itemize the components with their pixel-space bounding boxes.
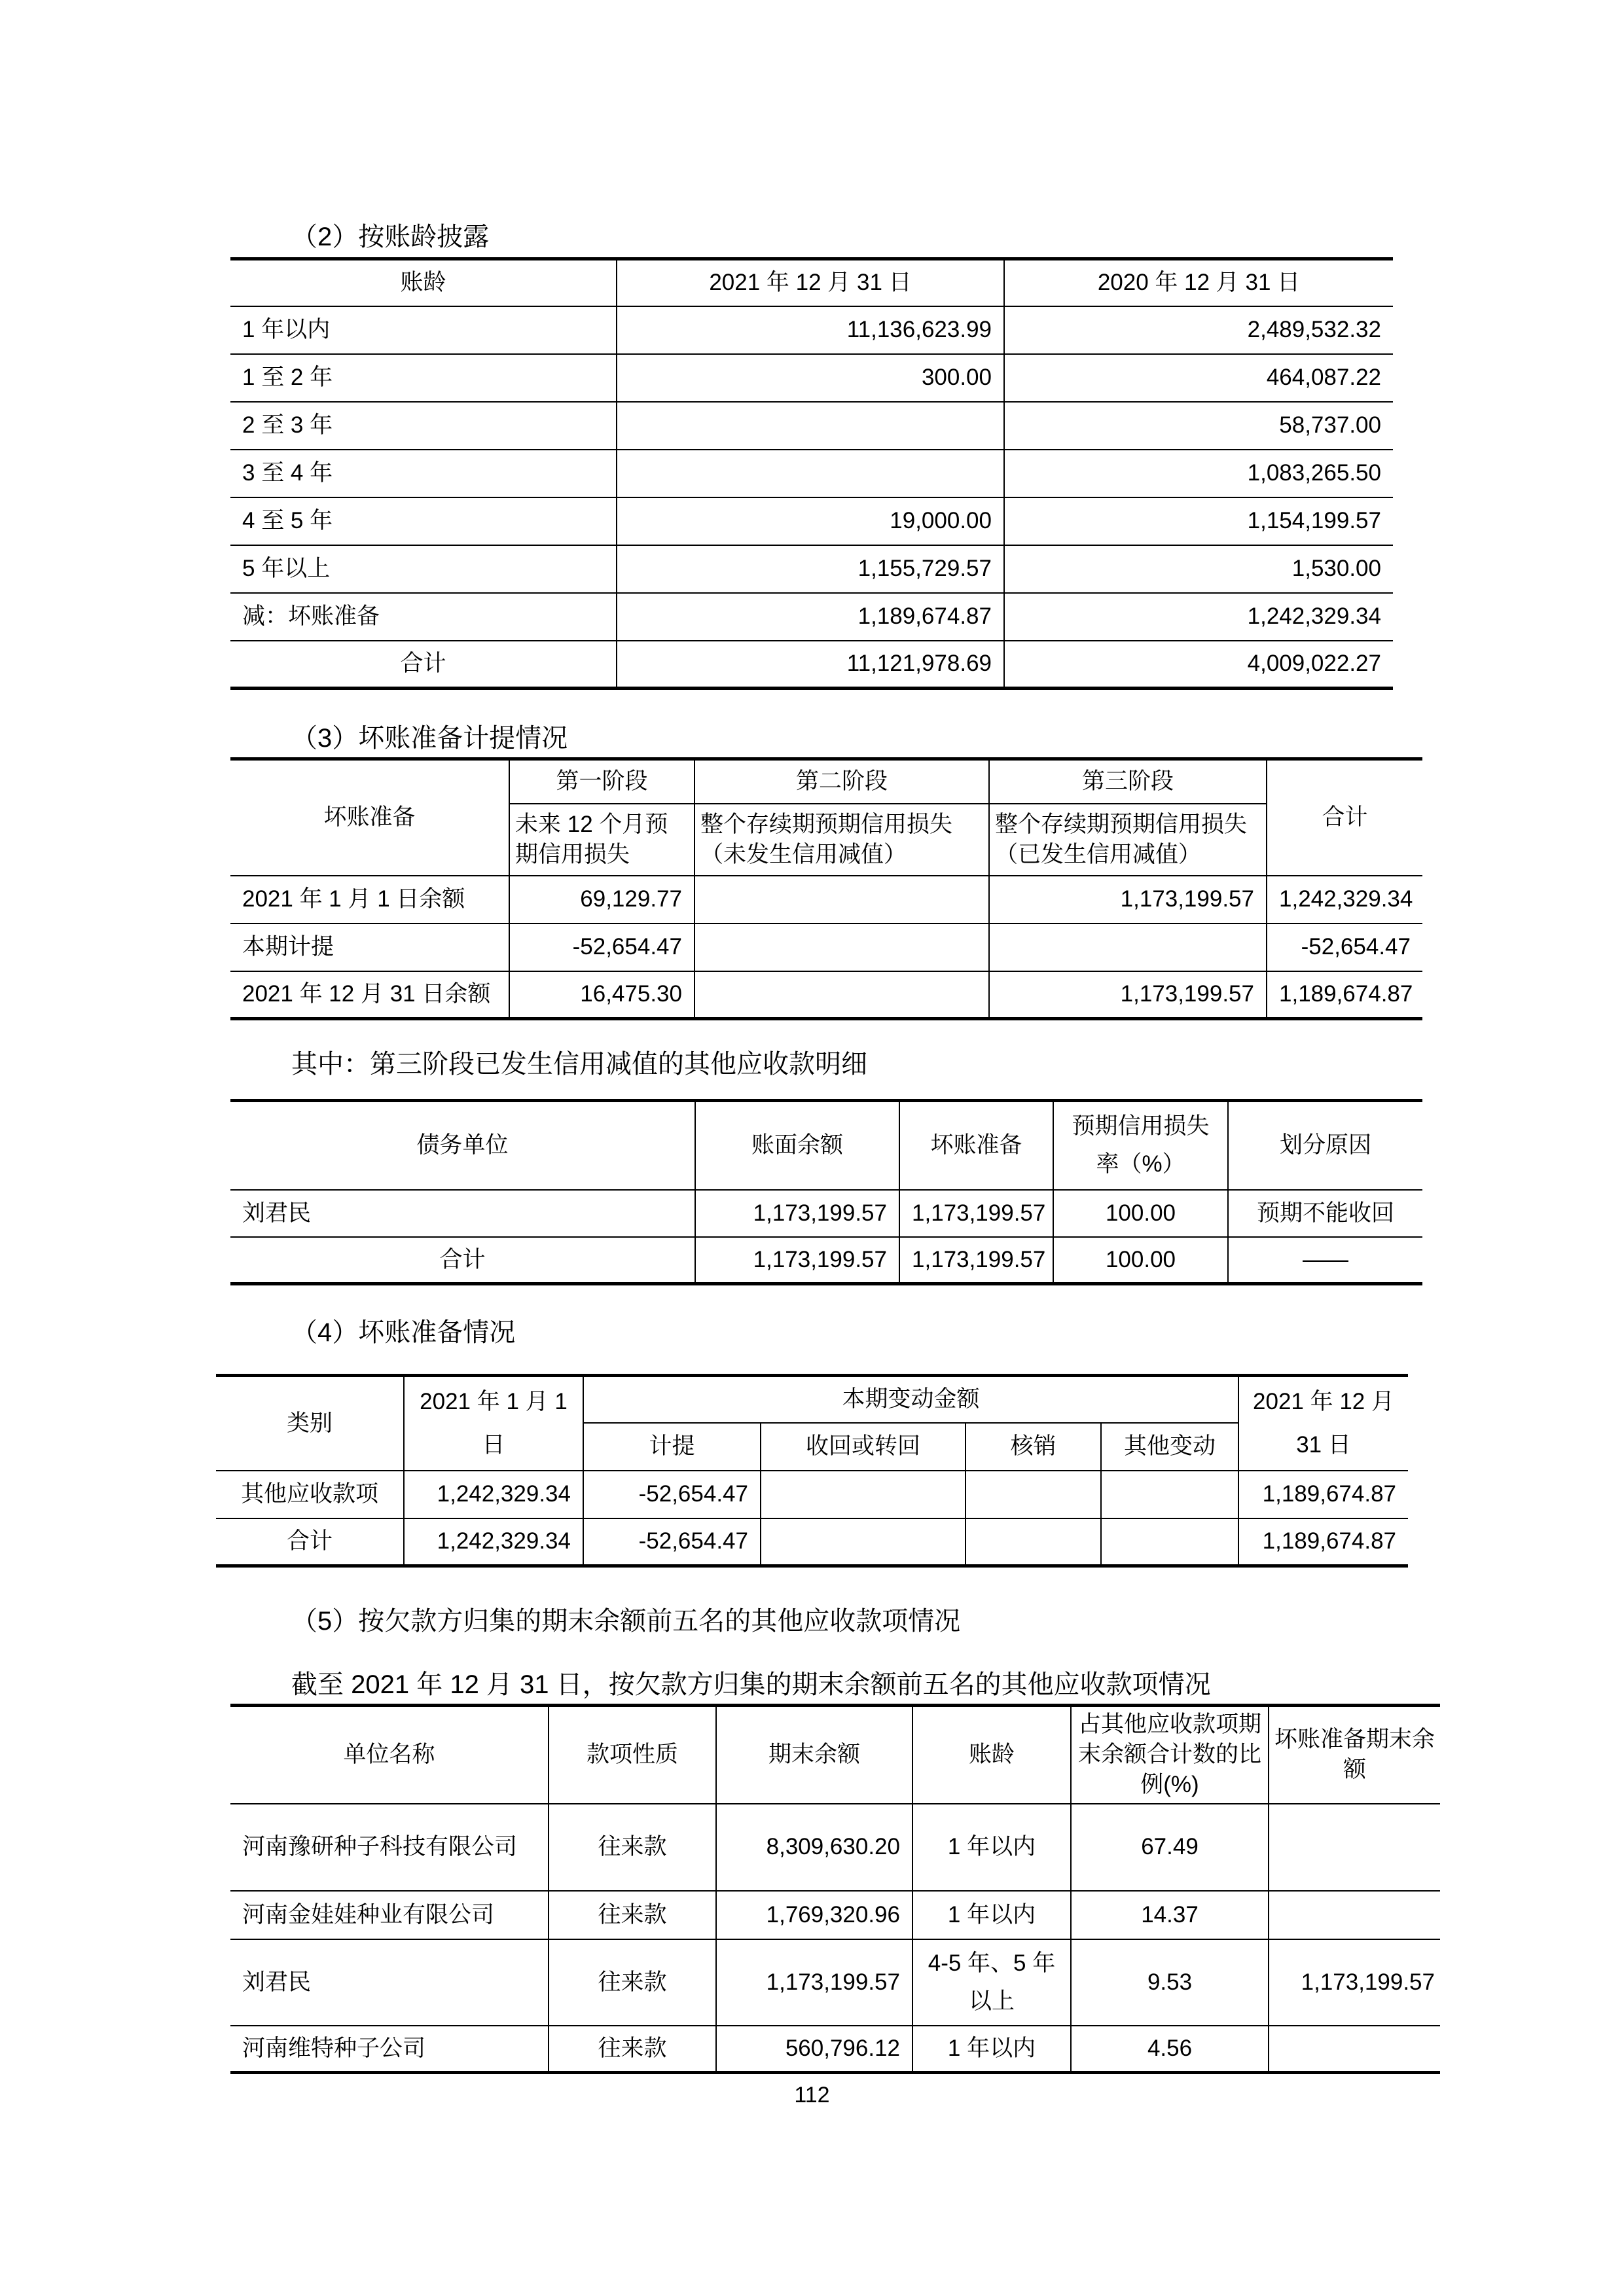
cell: 14.37 xyxy=(1071,1891,1269,1939)
cell: 464,087.22 xyxy=(1004,354,1393,402)
table-row xyxy=(230,306,1393,354)
table-row xyxy=(230,876,1422,924)
cell xyxy=(761,1471,965,1518)
cell: 9.53 xyxy=(1071,1939,1269,2026)
cell: 100.00 xyxy=(1053,1237,1228,1284)
cell: 1,173,199.57 xyxy=(695,1190,899,1237)
column-header: 占其他应收款项期末余额合计数的比例(%) xyxy=(1071,1706,1269,1804)
column-header: 计提 xyxy=(583,1423,761,1471)
cell: 1,173,199.57 xyxy=(989,876,1267,924)
cell xyxy=(1269,1804,1440,1891)
column-header: 债务单位 xyxy=(230,1101,695,1190)
section-5-heading: （5）按欠款方归集的期末余额前五名的其他应收款项情况 xyxy=(291,1607,961,1636)
cell: 1,173,199.57 xyxy=(989,971,1267,1019)
cell: 往来款 xyxy=(549,1939,716,2026)
column-header: 2021 年 12 月 31 日 xyxy=(1238,1376,1408,1471)
column-header: 账龄 xyxy=(912,1706,1071,1804)
cell: 1 至 2 年 xyxy=(230,354,617,402)
cell: 1,189,674.87 xyxy=(1267,971,1422,1019)
cell: 3 至 4 年 xyxy=(230,450,617,497)
table-row xyxy=(230,545,1393,593)
cell: 1,242,329.34 xyxy=(404,1471,583,1518)
cell: 河南金娃娃种业有限公司 xyxy=(230,1891,549,1939)
cell: 69,129.77 xyxy=(509,876,695,924)
cell xyxy=(989,924,1267,971)
column-header: 2020 年 12 月 31 日 xyxy=(1004,259,1393,306)
cell: 合计 xyxy=(230,1237,695,1284)
table-row xyxy=(230,2026,1440,2073)
cell: 河南维特种子公司 xyxy=(230,2026,549,2073)
cell xyxy=(695,924,989,971)
cell: 本期计提 xyxy=(230,924,509,971)
cell: 预期不能收回 xyxy=(1228,1190,1422,1237)
cell: 1,242,329.34 xyxy=(1267,876,1422,924)
cell: 刘君民 xyxy=(230,1190,695,1237)
cell: 1,189,674.87 xyxy=(1238,1518,1408,1566)
column-header: 整个存续期预期信用损失（未发生信用减值） xyxy=(695,804,989,876)
cell: 1 年以内 xyxy=(912,2026,1071,2073)
cell: 560,796.12 xyxy=(716,2026,912,2073)
cell: 合计 xyxy=(230,641,617,689)
section-3-heading: （3）坏账准备计提情况 xyxy=(291,724,568,753)
column-header: 本期变动金额 xyxy=(583,1376,1238,1423)
column-header: 坏账准备 xyxy=(899,1101,1053,1190)
cell: 19,000.00 xyxy=(617,497,1004,545)
cell xyxy=(617,402,1004,450)
provision-change-table xyxy=(216,1374,1408,1568)
cell: 67.49 xyxy=(1071,1804,1269,1891)
cell: 5 年以上 xyxy=(230,545,617,593)
cell: —— xyxy=(1228,1237,1422,1284)
cell: 1,173,199.57 xyxy=(716,1939,912,2026)
section-5-subheading: 截至 2021 年 12 月 31 日，按欠款方归集的期末余额前五名的其他应收款项情况 xyxy=(291,1670,1211,1699)
table-header-row xyxy=(216,1376,1408,1423)
section-4-heading: （4）坏账准备情况 xyxy=(291,1318,516,1347)
cell: 2021 年 12 月 31 日余额 xyxy=(230,971,509,1019)
cell: 往来款 xyxy=(549,1804,716,1891)
cell: 4-5 年、5 年以上 xyxy=(912,1939,1071,2026)
cell: 58,737.00 xyxy=(1004,402,1393,450)
column-header: 款项性质 xyxy=(549,1706,716,1804)
cell: 河南豫研种子科技有限公司 xyxy=(230,1804,549,1891)
cell: 往来款 xyxy=(549,2026,716,2073)
cell: -52,654.47 xyxy=(1267,924,1422,971)
table-header-row xyxy=(230,259,1393,306)
column-header: 坏账准备期末余额 xyxy=(1269,1706,1440,1804)
column-header: 合计 xyxy=(1267,759,1422,876)
column-header: 类别 xyxy=(216,1376,404,1471)
table-row xyxy=(230,1891,1440,1939)
column-header: 未来 12 个月预期信用损失 xyxy=(509,804,695,876)
column-header: 2021 年 12 月 31 日 xyxy=(617,259,1004,306)
table-row xyxy=(230,1939,1440,2026)
column-header: 第二阶段 xyxy=(695,759,989,804)
cell: 1,530.00 xyxy=(1004,545,1393,593)
cell: -52,654.47 xyxy=(583,1518,761,1566)
cell: 4,009,022.27 xyxy=(1004,641,1393,689)
column-header: 第三阶段 xyxy=(989,759,1267,804)
cell: 2021 年 1 月 1 日余额 xyxy=(230,876,509,924)
column-header: 整个存续期预期信用损失（已发生信用减值） xyxy=(989,804,1267,876)
table-row xyxy=(230,354,1393,402)
cell: 1 年以内 xyxy=(912,1891,1071,1939)
cell: 1,155,729.57 xyxy=(617,545,1004,593)
cell: 2,489,532.32 xyxy=(1004,306,1393,354)
cell xyxy=(695,971,989,1019)
table-row xyxy=(216,1471,1408,1518)
total-row xyxy=(216,1518,1408,1566)
cell: 1,242,329.34 xyxy=(404,1518,583,1566)
column-header: 其他变动 xyxy=(1101,1423,1238,1471)
table-row xyxy=(230,497,1393,545)
column-header: 第一阶段 xyxy=(509,759,695,804)
cell: 合计 xyxy=(216,1518,404,1566)
table-header-row xyxy=(230,759,1422,804)
column-header: 期末余额 xyxy=(716,1706,912,1804)
cell: 1,083,265.50 xyxy=(1004,450,1393,497)
cell: 1,242,329.34 xyxy=(1004,593,1393,641)
column-header: 划分原因 xyxy=(1228,1101,1422,1190)
cell: 减：坏账准备 xyxy=(230,593,617,641)
column-header: 收回或转回 xyxy=(761,1423,965,1471)
column-header: 坏账准备 xyxy=(230,759,509,876)
cell: 1,173,199.57 xyxy=(899,1237,1053,1284)
aging-table xyxy=(230,257,1393,690)
cell: 往来款 xyxy=(549,1891,716,1939)
cell: -52,654.47 xyxy=(509,924,695,971)
table-header-row xyxy=(230,1706,1440,1804)
cell xyxy=(1269,1891,1440,1939)
cell: 300.00 xyxy=(617,354,1004,402)
section-2-heading: （2）按账龄披露 xyxy=(291,223,490,251)
cell: 4.56 xyxy=(1071,2026,1269,2073)
stage-three-detail-table xyxy=(230,1099,1422,1285)
cell xyxy=(1269,2026,1440,2073)
table-row xyxy=(230,924,1422,971)
cell: 11,121,978.69 xyxy=(617,641,1004,689)
cell: 1,173,199.57 xyxy=(1269,1939,1440,2026)
cell: 1 年以内 xyxy=(912,1804,1071,1891)
column-header: 预期信用损失率（%） xyxy=(1053,1101,1228,1190)
cell: 1,189,674.87 xyxy=(1238,1471,1408,1518)
table-row xyxy=(230,1804,1440,1891)
cell: 其他应收款项 xyxy=(216,1471,404,1518)
cell: 11,136,623.99 xyxy=(617,306,1004,354)
total-row xyxy=(230,641,1393,689)
cell xyxy=(965,1518,1101,1566)
column-header: 2021 年 1 月 1 日 xyxy=(404,1376,583,1471)
cell: 2 至 3 年 xyxy=(230,402,617,450)
total-row xyxy=(230,1237,1422,1284)
cell: 16,475.30 xyxy=(509,971,695,1019)
top-five-debtors-table xyxy=(230,1704,1440,2074)
stage-three-detail-heading: 其中：第三阶段已发生信用减值的其他应收款明细 xyxy=(291,1050,867,1079)
column-header: 账面余额 xyxy=(695,1101,899,1190)
table-row xyxy=(230,1190,1422,1237)
table-row xyxy=(230,971,1422,1019)
cell xyxy=(761,1518,965,1566)
cell xyxy=(617,450,1004,497)
page-number: 112 xyxy=(794,2083,830,2108)
table-row xyxy=(230,593,1393,641)
cell xyxy=(1101,1471,1238,1518)
cell: 1,154,199.57 xyxy=(1004,497,1393,545)
cell: 1 年以内 xyxy=(230,306,617,354)
cell: 1,189,674.87 xyxy=(617,593,1004,641)
table-row xyxy=(230,402,1393,450)
cell: 1,769,320.96 xyxy=(716,1891,912,1939)
column-header: 核销 xyxy=(965,1423,1101,1471)
cell: 1,173,199.57 xyxy=(899,1190,1053,1237)
cell xyxy=(695,876,989,924)
cell: 100.00 xyxy=(1053,1190,1228,1237)
cell xyxy=(965,1471,1101,1518)
cell: 8,309,630.20 xyxy=(716,1804,912,1891)
cell: 4 至 5 年 xyxy=(230,497,617,545)
cell: -52,654.47 xyxy=(583,1471,761,1518)
column-header: 单位名称 xyxy=(230,1706,549,1804)
column-header: 账龄 xyxy=(230,259,617,306)
provision-stage-table xyxy=(230,757,1422,1020)
cell xyxy=(1101,1518,1238,1566)
table-row xyxy=(230,450,1393,497)
table-header-row xyxy=(230,1101,1422,1190)
cell: 刘君民 xyxy=(230,1939,549,2026)
cell: 1,173,199.57 xyxy=(695,1237,899,1284)
